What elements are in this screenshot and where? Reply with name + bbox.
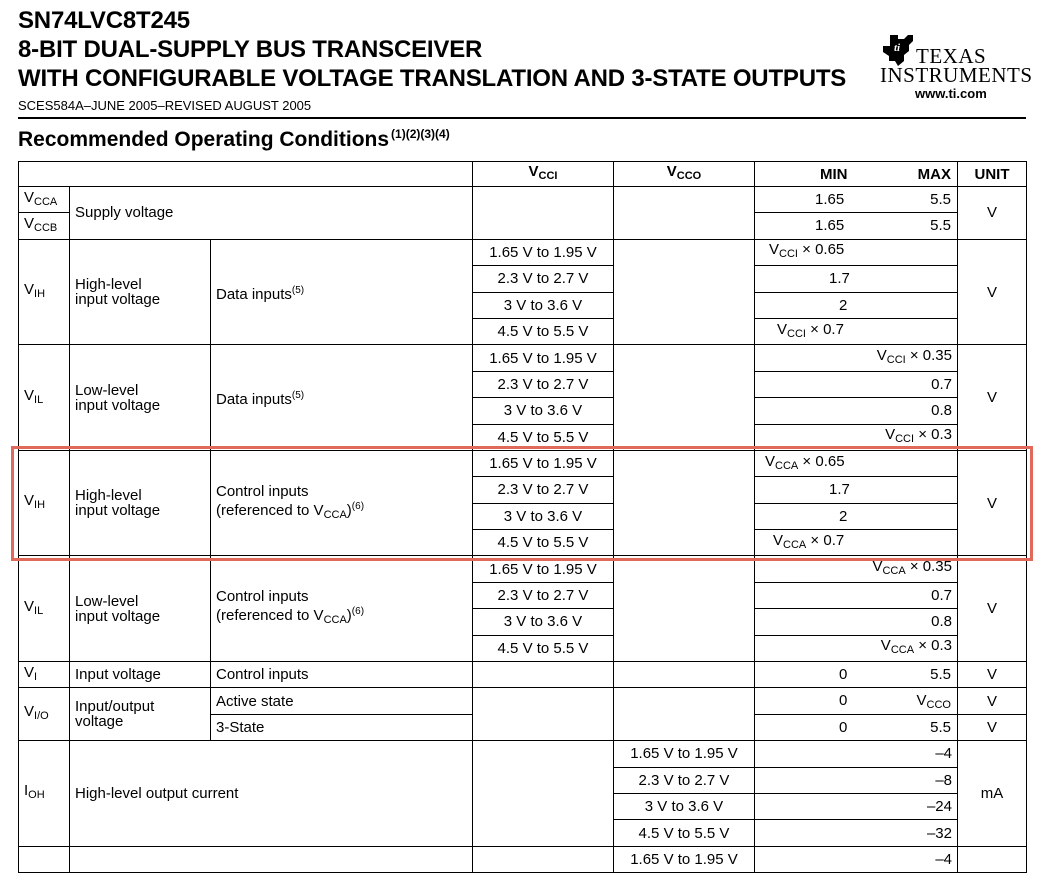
symbol-vcca: $V_{CCA}$ <box>19 187 70 213</box>
table-row: 3 V to 3.6 V –24 <box>19 793 1027 819</box>
table-row-partial: 1.65 V to 1.95 V –4 <box>19 846 1027 872</box>
table-row: $I_{OH}$ High-level output current 1.65 V to 1.95 V –4 mA <box>19 741 1027 767</box>
table-row: 2.3 V to 2.7 V 0.7 <box>19 582 1027 608</box>
symbol-ioh: $I_{OH}$ <box>19 741 70 847</box>
title-line-2: WITH CONFIGURABLE VOLTAGE TRANSLATION AND 3-STATE OUTPUTS <box>18 65 847 92</box>
table-row: $V_{IL}$ Low-level input voltage Data inputs$^{(5)}$ 1.65 V to 1.95 V $V_{CCI} \times 0.35$ V <box>19 345 1027 371</box>
table-row: $V_{CCA}$ Supply voltage 1.65 5.5 V <box>19 187 1027 213</box>
table-row: 4.5 V to 5.5 V $V_{CCI} \times 0.7$ <box>19 318 1027 344</box>
section-notes: (1)(2)(3)(4) <box>391 127 450 141</box>
table-row: $V_{CCB}$ 1.65 5.5 <box>19 213 1027 239</box>
symbol-vi: $V_I$ <box>19 662 70 688</box>
svg-text:ti: ti <box>894 42 901 54</box>
table-row: 3-State 0 5.5 V <box>19 714 1027 740</box>
table-row: 2.3 V to 2.7 V 0.7 <box>19 371 1027 397</box>
document-header <box>18 6 846 93</box>
table-row: 2.3 V to 2.7 V –8 <box>19 767 1027 793</box>
revision-line: SCES584A–JUNE 2005–REVISED AUGUST 2005 <box>18 98 312 113</box>
table-row: $V_{IH}$ High-level input voltage Control inputs (referenced to $V_{CCA})^{(6)}$ 1.65 V to 1.95 V $V_{CCA} \times 0.65$ V <box>19 450 1027 476</box>
table-row: 2.3 V to 2.7 V 1.7 <box>19 266 1027 292</box>
col-vcco: $V_{CCO}$ <box>614 162 755 187</box>
table-row: 2.3 V to 2.7 V 1.7 <box>19 477 1027 503</box>
col-unit: UNIT <box>958 162 1027 187</box>
table-row: 3 V to 3.6 V 0.8 <box>19 398 1027 424</box>
table-row: 4.5 V to 5.5 V $V_{CCI} \times 0.3$ <box>19 424 1027 450</box>
symbol-vih-control: $V_{IH}$ <box>19 450 70 556</box>
table-row: $V_{I/O}$ Input/output voltage Active state 0 $V_{CCO}$ V <box>19 688 1027 714</box>
header-row <box>19 162 1027 187</box>
table-row: 3 V to 3.6 V 2 <box>19 503 1027 529</box>
table-row: $V_{IH}$ High-level input voltage Data inputs$^{(5)}$ 1.65 V to 1.95 V $V_{CCI} \times 0.65$ V <box>19 239 1027 265</box>
part-number: SN74LVC8T245 <box>18 7 190 34</box>
header-rule <box>18 117 1026 119</box>
title-line-1: 8-BIT DUAL-SUPPLY BUS TRANSCEIVER <box>18 36 483 63</box>
symbol-vil-control: $V_{IL}$ <box>19 556 70 662</box>
table-row: 3 V to 3.6 V 2 <box>19 292 1027 318</box>
table-row: 4.5 V to 5.5 V $V_{CCA} \times 0.7$ <box>19 530 1027 556</box>
param-supply-voltage: Supply voltage <box>70 187 473 240</box>
table-row: 3 V to 3.6 V 0.8 <box>19 609 1027 635</box>
logo-texas: TEXAS <box>916 44 987 68</box>
table-row: $V_{IL}$ Low-level input voltage Control inputs (referenced to $V_{CCA})^{(6)}$ 1.65 V to 1.95 V $V_{CCA} \times 0.35$ V <box>19 556 1027 582</box>
table-row: $V_I$ Input voltage Control inputs 0 5.5 V <box>19 662 1027 688</box>
logo-instruments: INSTRUMENTS <box>880 63 1033 87</box>
table-row: 4.5 V to 5.5 V –32 <box>19 820 1027 846</box>
logo-url[interactable]: www.ti.com <box>915 86 987 101</box>
cell-min-max: 1.65 5.5 <box>755 187 958 213</box>
symbol-vio: $V_{I/O}$ <box>19 688 70 741</box>
col-min-max: MIN MAX <box>755 162 958 187</box>
col-vcci: $V_{CCI}$ <box>473 162 614 187</box>
highlight-box <box>11 446 1033 561</box>
symbol-vih: $V_{IH}$ <box>19 239 70 345</box>
symbol-vil: $V_{IL}$ <box>19 345 70 451</box>
symbol-vccb: $V_{CCB}$ <box>19 213 70 239</box>
section-title: Recommended Operating Conditions $^{(1)(2)(3)(4)}$ <box>18 127 450 151</box>
ti-logo <box>878 34 1033 101</box>
table-row: 4.5 V to 5.5 V $V_{CCA} \times 0.3$ <box>19 635 1027 661</box>
